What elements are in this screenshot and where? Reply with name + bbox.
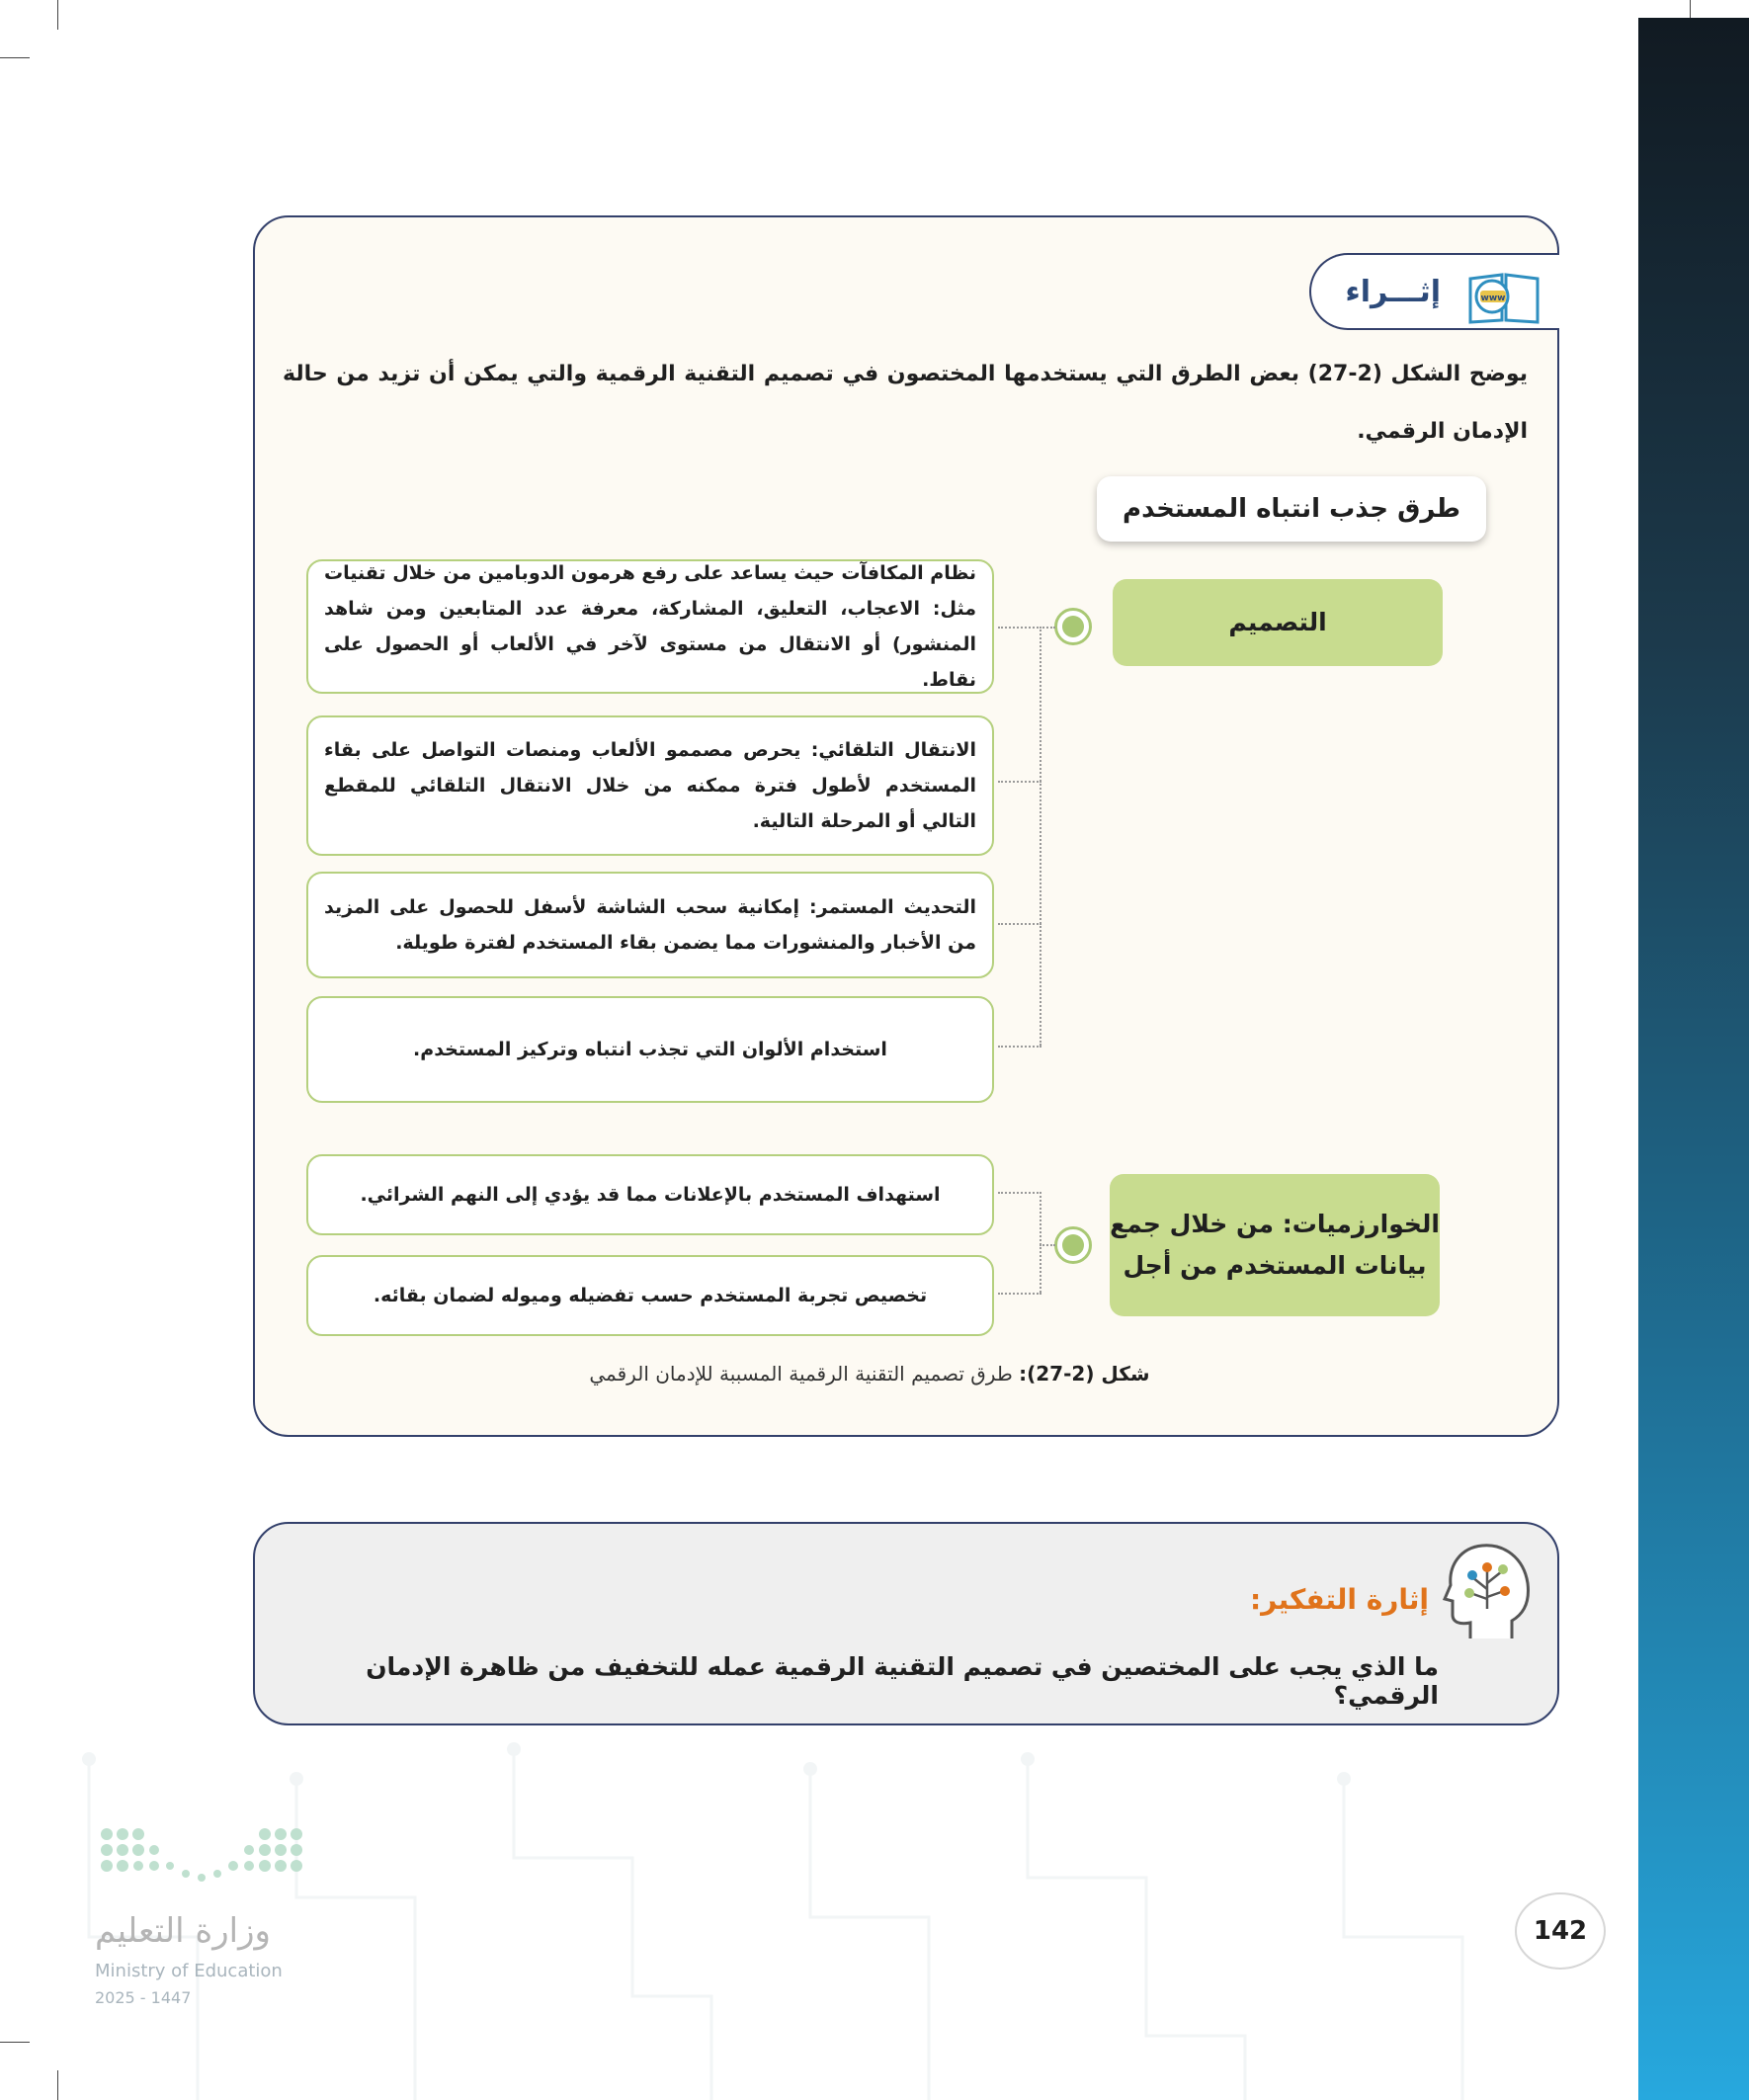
- connector-line: [998, 627, 1041, 629]
- algorithm-item: [306, 1154, 994, 1235]
- ministry-name-arabic: وزارة التعليم: [95, 1911, 271, 1951]
- design-item-text: استخدام الألوان التي تجذب انتباه وتركيز المستخدم.: [413, 1039, 887, 1060]
- design-item: [306, 559, 994, 694]
- design-item-text: نظام المكافآت حيث يساعد على رفع هرمون الدوبامين من خلال تقنيات مثل: الاعجاب، التعليق، المشاركة، معرفة عدد المتابعين ومن شاهد المنشور) أو الانتقال من مستوى لآخر في الألعاب أو الحصول على نقاط.: [324, 562, 976, 691]
- ministry-logo-dots: [95, 1824, 312, 1890]
- crop-mark: [0, 57, 30, 58]
- connector-line: [998, 1046, 1041, 1048]
- caption-label: شكل (2-27):: [1019, 1362, 1150, 1386]
- diagram-heading: طرق جذب انتباه المستخدم: [1097, 476, 1486, 542]
- algorithm-item-text: استهداف المستخدم بالإعلانات مما قد يؤدي إلى النهم الشرائي.: [360, 1184, 941, 1206]
- figure-caption: [553, 1362, 1186, 1386]
- design-item: [306, 715, 994, 856]
- connector-line: [1040, 1244, 1055, 1246]
- connector-line: [1040, 627, 1055, 629]
- enrichment-intro: يوضح الشكل (2-27) بعض الطرق التي يستخدمها المختصون في تصميم التقنية الرقمية والتي يمكن أن تزيد من حالة الإدمان الرقمي.: [283, 362, 1528, 444]
- connector-line: [998, 781, 1041, 783]
- ministry-name-english: Ministry of Education: [95, 1961, 283, 1981]
- thinking-question: ما الذي يجب على المختصين في تصميم التقنية الرقمية عمله للتخفيف من ظاهرة الإدمان الرقمي؟: [366, 1652, 1439, 1710]
- connector-line: [998, 923, 1041, 925]
- algorithm-item: [306, 1255, 994, 1336]
- connector-line: [1040, 1192, 1041, 1293]
- connector-node: [1054, 1226, 1092, 1264]
- design-item: [306, 996, 994, 1103]
- page-number: 142: [1515, 1892, 1606, 1970]
- category-design: التصميم: [1113, 579, 1443, 666]
- book-www-icon: [1464, 267, 1543, 326]
- thinking-title: إثارة التفكير:: [1249, 1583, 1429, 1616]
- design-item: [306, 872, 994, 978]
- head-brain-icon: [1443, 1540, 1532, 1648]
- connector-node: [1054, 608, 1092, 645]
- decorative-sidebar: [1638, 18, 1749, 2100]
- enrichment-title: إثـــراء: [1345, 275, 1441, 309]
- connector-line: [1040, 627, 1041, 1046]
- connector-line: [998, 1192, 1041, 1194]
- ministry-year: 2025 - 1447: [95, 1988, 192, 2007]
- design-item-text: التحديث المستمر: إمكانية سحب الشاشة لأسفل للحصول على المزيد من الأخبار والمنشورات مما يضمن بقاء المستخدم لفترة طويلة.: [324, 896, 976, 954]
- svg-text:www: www: [1480, 294, 1506, 303]
- caption-text: طرق تصميم التقنية الرقمية المسببة للإدمان الرقمي: [589, 1362, 1013, 1386]
- algorithm-item-text: تخصيص تجربة المستخدم حسب تفضيله وميوله لضمان بقائه.: [373, 1285, 928, 1306]
- connector-line: [998, 1293, 1041, 1295]
- design-item-text: الانتقال التلقائي: يحرص مصممو الألعاب ومنصات التواصل على بقاء المستخدم لأطول فترة ممكنه من خلال الانتقال التلقائي للمقطع التالي أو المرحلة التالية.: [324, 739, 976, 832]
- crop-mark: [57, 0, 58, 30]
- category-algorithms: الخوارزميات: من خلال جمع بيانات المستخدم من أجل: [1110, 1174, 1440, 1316]
